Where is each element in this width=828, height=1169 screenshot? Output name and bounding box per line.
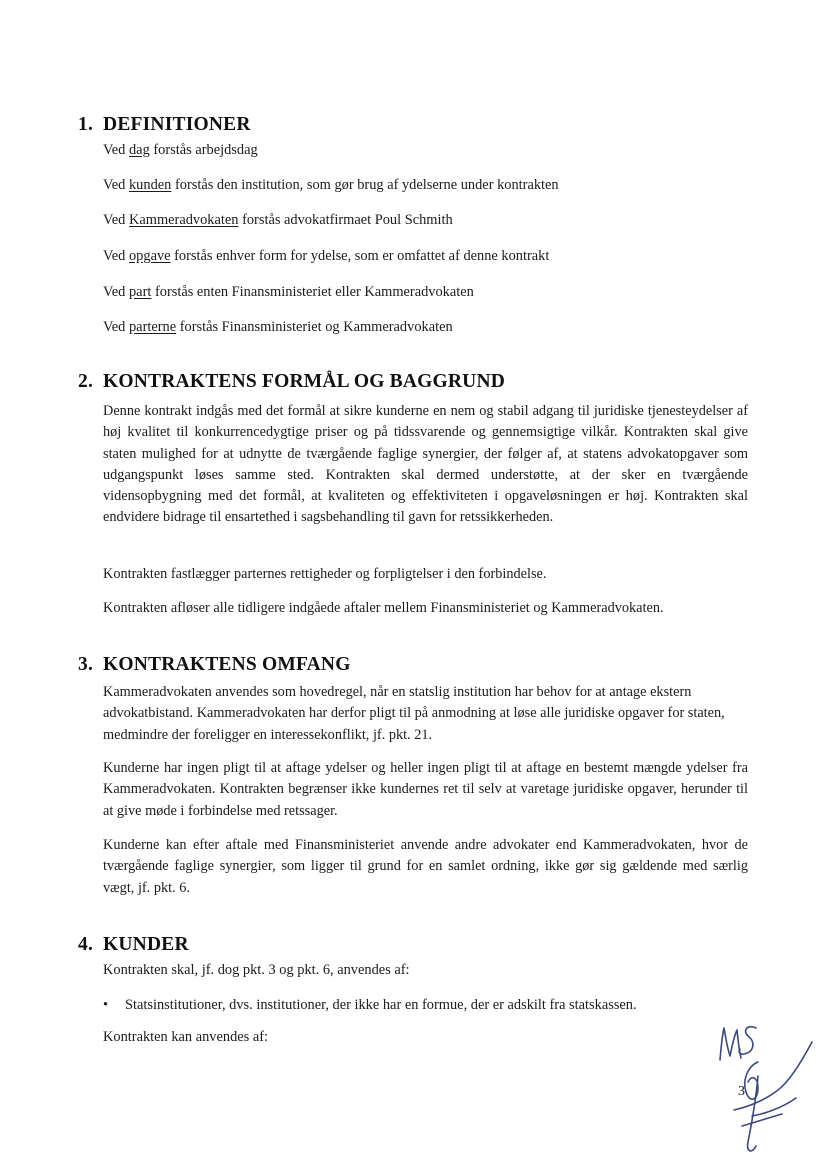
- definition-kammeradvokaten: Ved Kammeradvokaten forstås advokatfirmaet Poul Schmith: [103, 212, 453, 228]
- paragraph-formaal-2: Kontrakten fastlægger parternes rettigheder og forpligtelser i den forbindelse.: [103, 566, 547, 582]
- bullet-item: • Statsinstitutioner, dvs. institutioner, der ikke har en formue, der er adskilt fra statskassen.: [103, 997, 637, 1013]
- term-kammeradvokaten: Kammeradvokaten: [128, 212, 239, 228]
- paragraph-omfang-2: Kunderne har ingen pligt til at aftage ydelser og heller ingen pligt til at aftage en bestemt mængde ydelser fra Kammeradvokaten. Kontrakten begrænser ikke kundernes ret til selv at varetage juridiske opgaver, herunder til at give møde i forbindelse med retssager.: [103, 760, 748, 819]
- section-heading-definitioner: 1. DEFINITIONER: [78, 114, 251, 135]
- section-heading-omfang: 3. KONTRAKTENS OMFANG: [78, 654, 351, 675]
- handwritten-signature: [712, 1018, 822, 1166]
- paragraph-omfang-3: Kunderne kan efter aftale med Finansministeriet anvende andre advokater end Kammeradvokaten, hvor de tværgående faglige synergier, som ligger til grund for en samlet ordning, ikke gør sig gældende med særlig vægt, jf. pkt. 6.: [103, 837, 748, 896]
- paragraph-kunder-outro: Kontrakten kan anvendes af:: [103, 1029, 269, 1045]
- term-parterne: parterne: [128, 319, 177, 335]
- paragraph-formaal-1: Denne kontrakt indgås med det formål at sikre kunderne en nem og stabil adgang til juridiske tjenesteydelser af høj kvalitet til konkurrencedygtige priser og på tidssvarende og gennemsigtige vilkår. Kontrakten skal give staten mulighed for at udnytte de tværgående faglige synergier, der følger af, at statens advokatopgaver som udgangspunkt løses samme sted. Kontrakten skal dermed understøtte, at der sker en tværgående vidensopbygning med det formål, at kvaliteten og effektiviteten i opgaveløsningen er høj. Kontrakten skal endvidere bidrage til ensartethed i sagsbehandling til gavn for retssikkerheden.: [103, 403, 748, 526]
- definition-dag: Ved dag forstås arbejdsdag: [103, 142, 258, 158]
- section-heading-kunder: 4. KUNDER: [78, 934, 189, 955]
- term-opgave: opgave: [128, 248, 171, 264]
- page-number: 3: [738, 1084, 745, 1099]
- term-dag: dag: [128, 142, 150, 158]
- paragraph-omfang-1: Kammeradvokaten anvendes som hovedregel, når en statslig institution har behov for at antage ekstern advokatbistand. Kammeradvokaten har derfor pligt til på anmodning at løse alle juridiske opgaver for staten, medmindre der foreligger en interessekonflikt, jf. pkt. 21.: [103, 684, 725, 743]
- paragraph-kunder-intro: Kontrakten skal, jf. dog pkt. 3 og pkt. 6, anvendes af:: [103, 962, 410, 978]
- term-kunden: kunden: [128, 177, 172, 193]
- definition-opgave: Ved opgave forstås enhver form for ydelse, som er omfattet af denne kontrakt: [103, 248, 550, 264]
- bullet-dot: •: [103, 997, 109, 1013]
- definition-parterne: Ved parterne forstås Finansministeriet og Kammeradvokaten: [103, 319, 453, 335]
- term-part: part: [128, 284, 152, 300]
- section-heading-formaal: 2. KONTRAKTENS FORMÅL OG BAGGRUND: [78, 371, 506, 392]
- paragraph-formaal-3: Kontrakten afløser alle tidligere indgåede aftaler mellem Finansministeriet og Kammeradvokaten.: [103, 600, 664, 616]
- definition-kunden: Ved kunden forstås den institution, som gør brug af ydelserne under kontrakten: [103, 177, 559, 193]
- definition-part: Ved part forstås enten Finansministeriet eller Kammeradvokaten: [103, 284, 474, 300]
